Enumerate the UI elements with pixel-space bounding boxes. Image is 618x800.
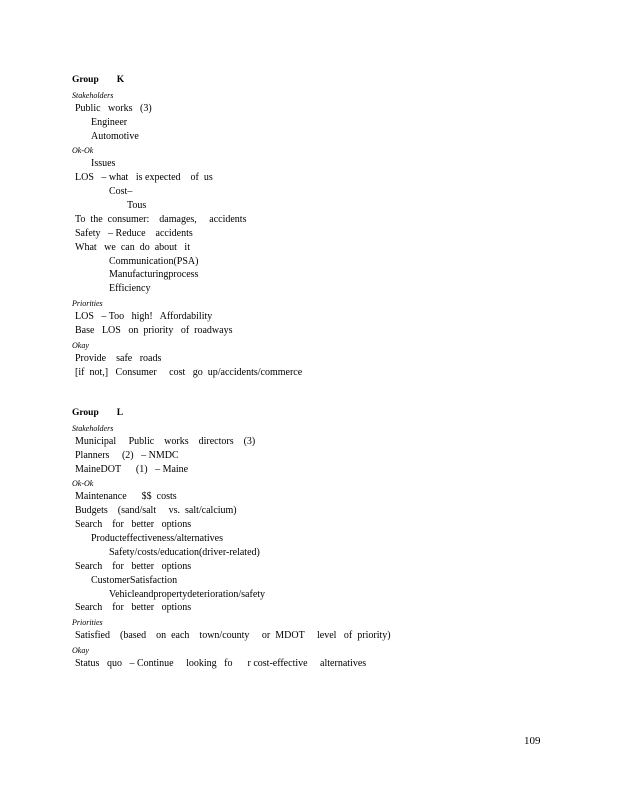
group-k-okay-line: Provide safe roads: [75, 352, 162, 364]
group-k-issue-line: Efficiency: [109, 283, 151, 295]
group-l-issue-line: Safety/costs/education(driver-related): [109, 546, 260, 558]
group-k-priority-line: Base LOS on priority of roadways: [75, 325, 233, 337]
group-k-heading-letter: K: [116, 75, 125, 85]
group-k-issue-line: Communication(PSA): [109, 255, 199, 267]
group-l-okay-line: Status quo – Continue looking fo r cost-effective alternatives: [75, 658, 367, 670]
group-k-issue-line: What we can do about it: [75, 241, 190, 253]
group-k-stakeholder-line: Public works (3): [75, 102, 152, 114]
group-k-heading-word: Group: [72, 75, 99, 85]
group-l-heading-letter: L: [116, 408, 124, 418]
group-k-section: [72, 74, 592, 380]
group-l-issue-line: Search for better options: [75, 602, 192, 614]
group-k-okay-label: Okay: [72, 340, 89, 350]
group-l-issue-line: Budgets (sand/salt vs. salt/calcium): [75, 505, 237, 517]
group-l-issue-line: CustomerSatisfaction: [91, 574, 178, 586]
group-k-heading: [72, 74, 592, 88]
group-l-okay-label: Okay: [72, 646, 89, 656]
group-k-issue-line: Safety – Reduce accidents: [75, 227, 193, 239]
group-l-ok-ok-label: Ok-Ok: [72, 479, 94, 489]
group-l-stakeholder-line: Municipal Public works directors (3): [75, 435, 256, 447]
group-k-issue-line: Tous: [127, 200, 147, 212]
group-l-issue-line: Maintenance $$ costs: [75, 491, 177, 503]
group-k-stakeholder-line: Automotive: [91, 130, 139, 142]
group-k-issue-line: Issues: [91, 158, 116, 170]
group-l-issue-line: Search for better options: [75, 560, 192, 572]
group-l-stakeholders-label: Stakeholders: [72, 423, 114, 433]
group-k-stakeholder-line: Engineer: [91, 116, 128, 128]
group-l-priorities-label: Priorities: [72, 618, 103, 628]
group-l-priority-line: Satisfied (based on each town/county or MDOT level of priority): [75, 630, 391, 642]
group-l-section: [72, 407, 592, 671]
group-k-issue-line: To the consumer: damages, accidents: [75, 213, 247, 225]
group-l-stakeholder-line: Planners (2) – NMDC: [75, 449, 179, 461]
group-l-heading-word: Group: [72, 408, 99, 418]
group-l-issue-line: Vehicleandpropertydeterioration/safety: [109, 588, 266, 600]
group-l-stakeholder-line: MaineDOT (1) – Maine: [75, 463, 189, 475]
group-l-issue-line: Search for better options: [75, 519, 192, 531]
page-number: 109: [524, 735, 541, 747]
group-k-issue-line: Manufacturingprocess: [109, 269, 199, 281]
group-l-heading: [72, 407, 592, 421]
group-k-stakeholders-label: Stakeholders: [72, 90, 114, 100]
group-k-issue-line: LOS – what is expected of us: [75, 172, 213, 184]
group-l-issue-line: Producteffectiveness/alternatives: [91, 533, 223, 545]
group-k-okay-line: [if not,] Consumer cost go up/accidents/commerce: [75, 366, 303, 378]
group-k-priority-line: LOS – Too high! Affordability: [75, 311, 213, 323]
group-k-ok-ok-label: Ok-Ok: [72, 146, 94, 156]
group-k-issue-line: Cost–: [109, 186, 133, 198]
group-k-priorities-label: Priorities: [72, 299, 103, 309]
